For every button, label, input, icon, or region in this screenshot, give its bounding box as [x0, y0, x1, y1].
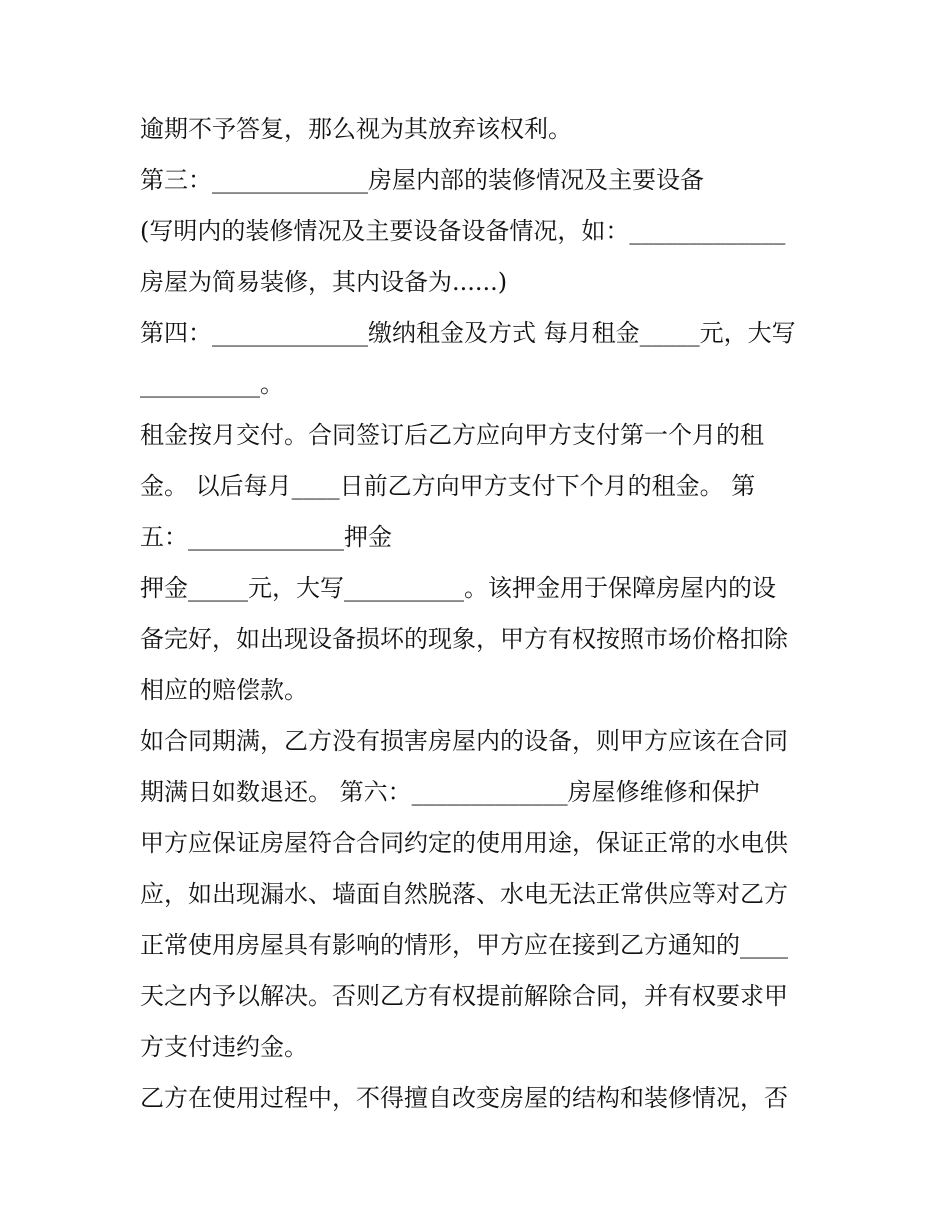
- text-line: __________。: [140, 370, 284, 398]
- text-line: 第四：_____________缴纳租金及方式 每月租金_____元，大写: [140, 319, 796, 347]
- text-line: 金。 以后每月____日前乙方向甲方支付下个月的租金。 第: [140, 472, 756, 500]
- text-line: (写明内的装修情况及主要设备设备情况，如：_____________: [140, 217, 786, 245]
- text-line: 相应的赔偿款。: [140, 676, 308, 704]
- text-line: 如合同期满，乙方没有损害房屋内的设备，则甲方应该在合同: [140, 727, 788, 755]
- text-line: 正常使用房屋具有影响的情形，甲方应在接到乙方通知的____: [140, 931, 788, 959]
- text-line: 乙方在使用过程中，不得擅自改变房屋的结构和装修情况，否: [140, 1084, 788, 1112]
- text-line: 逾期不予答复，那么视为其放弃该权利。: [140, 115, 572, 143]
- text-line: 应，如出现漏水、墙面自然脱落、水电无法正常供应等对乙方: [140, 880, 788, 908]
- text-line: 五：_____________押金: [140, 523, 392, 551]
- text-line: 房屋为简易装修，其内设备为......): [140, 268, 508, 296]
- text-line: 第三：_____________房屋内部的装修情况及主要设备: [140, 166, 704, 194]
- text-line: 押金_____元，大写__________。该押金用于保障房屋内的设: [140, 574, 776, 602]
- text-line: 期满日如数退还。 第六：_____________房屋修维修和保护: [140, 778, 760, 806]
- text-line: 备完好，如出现设备损坏的现象，甲方有权按照市场价格扣除: [140, 625, 788, 653]
- text-line: 天之内予以解决。否则乙方有权提前解除合同，并有权要求甲: [140, 982, 788, 1010]
- text-line: 租金按月交付。合同签订后乙方应向甲方支付第一个月的租: [140, 421, 764, 449]
- text-line: 方支付违约金。: [140, 1033, 308, 1061]
- text-line: 甲方应保证房屋符合合同约定的使用用途，保证正常的水电供: [140, 829, 788, 857]
